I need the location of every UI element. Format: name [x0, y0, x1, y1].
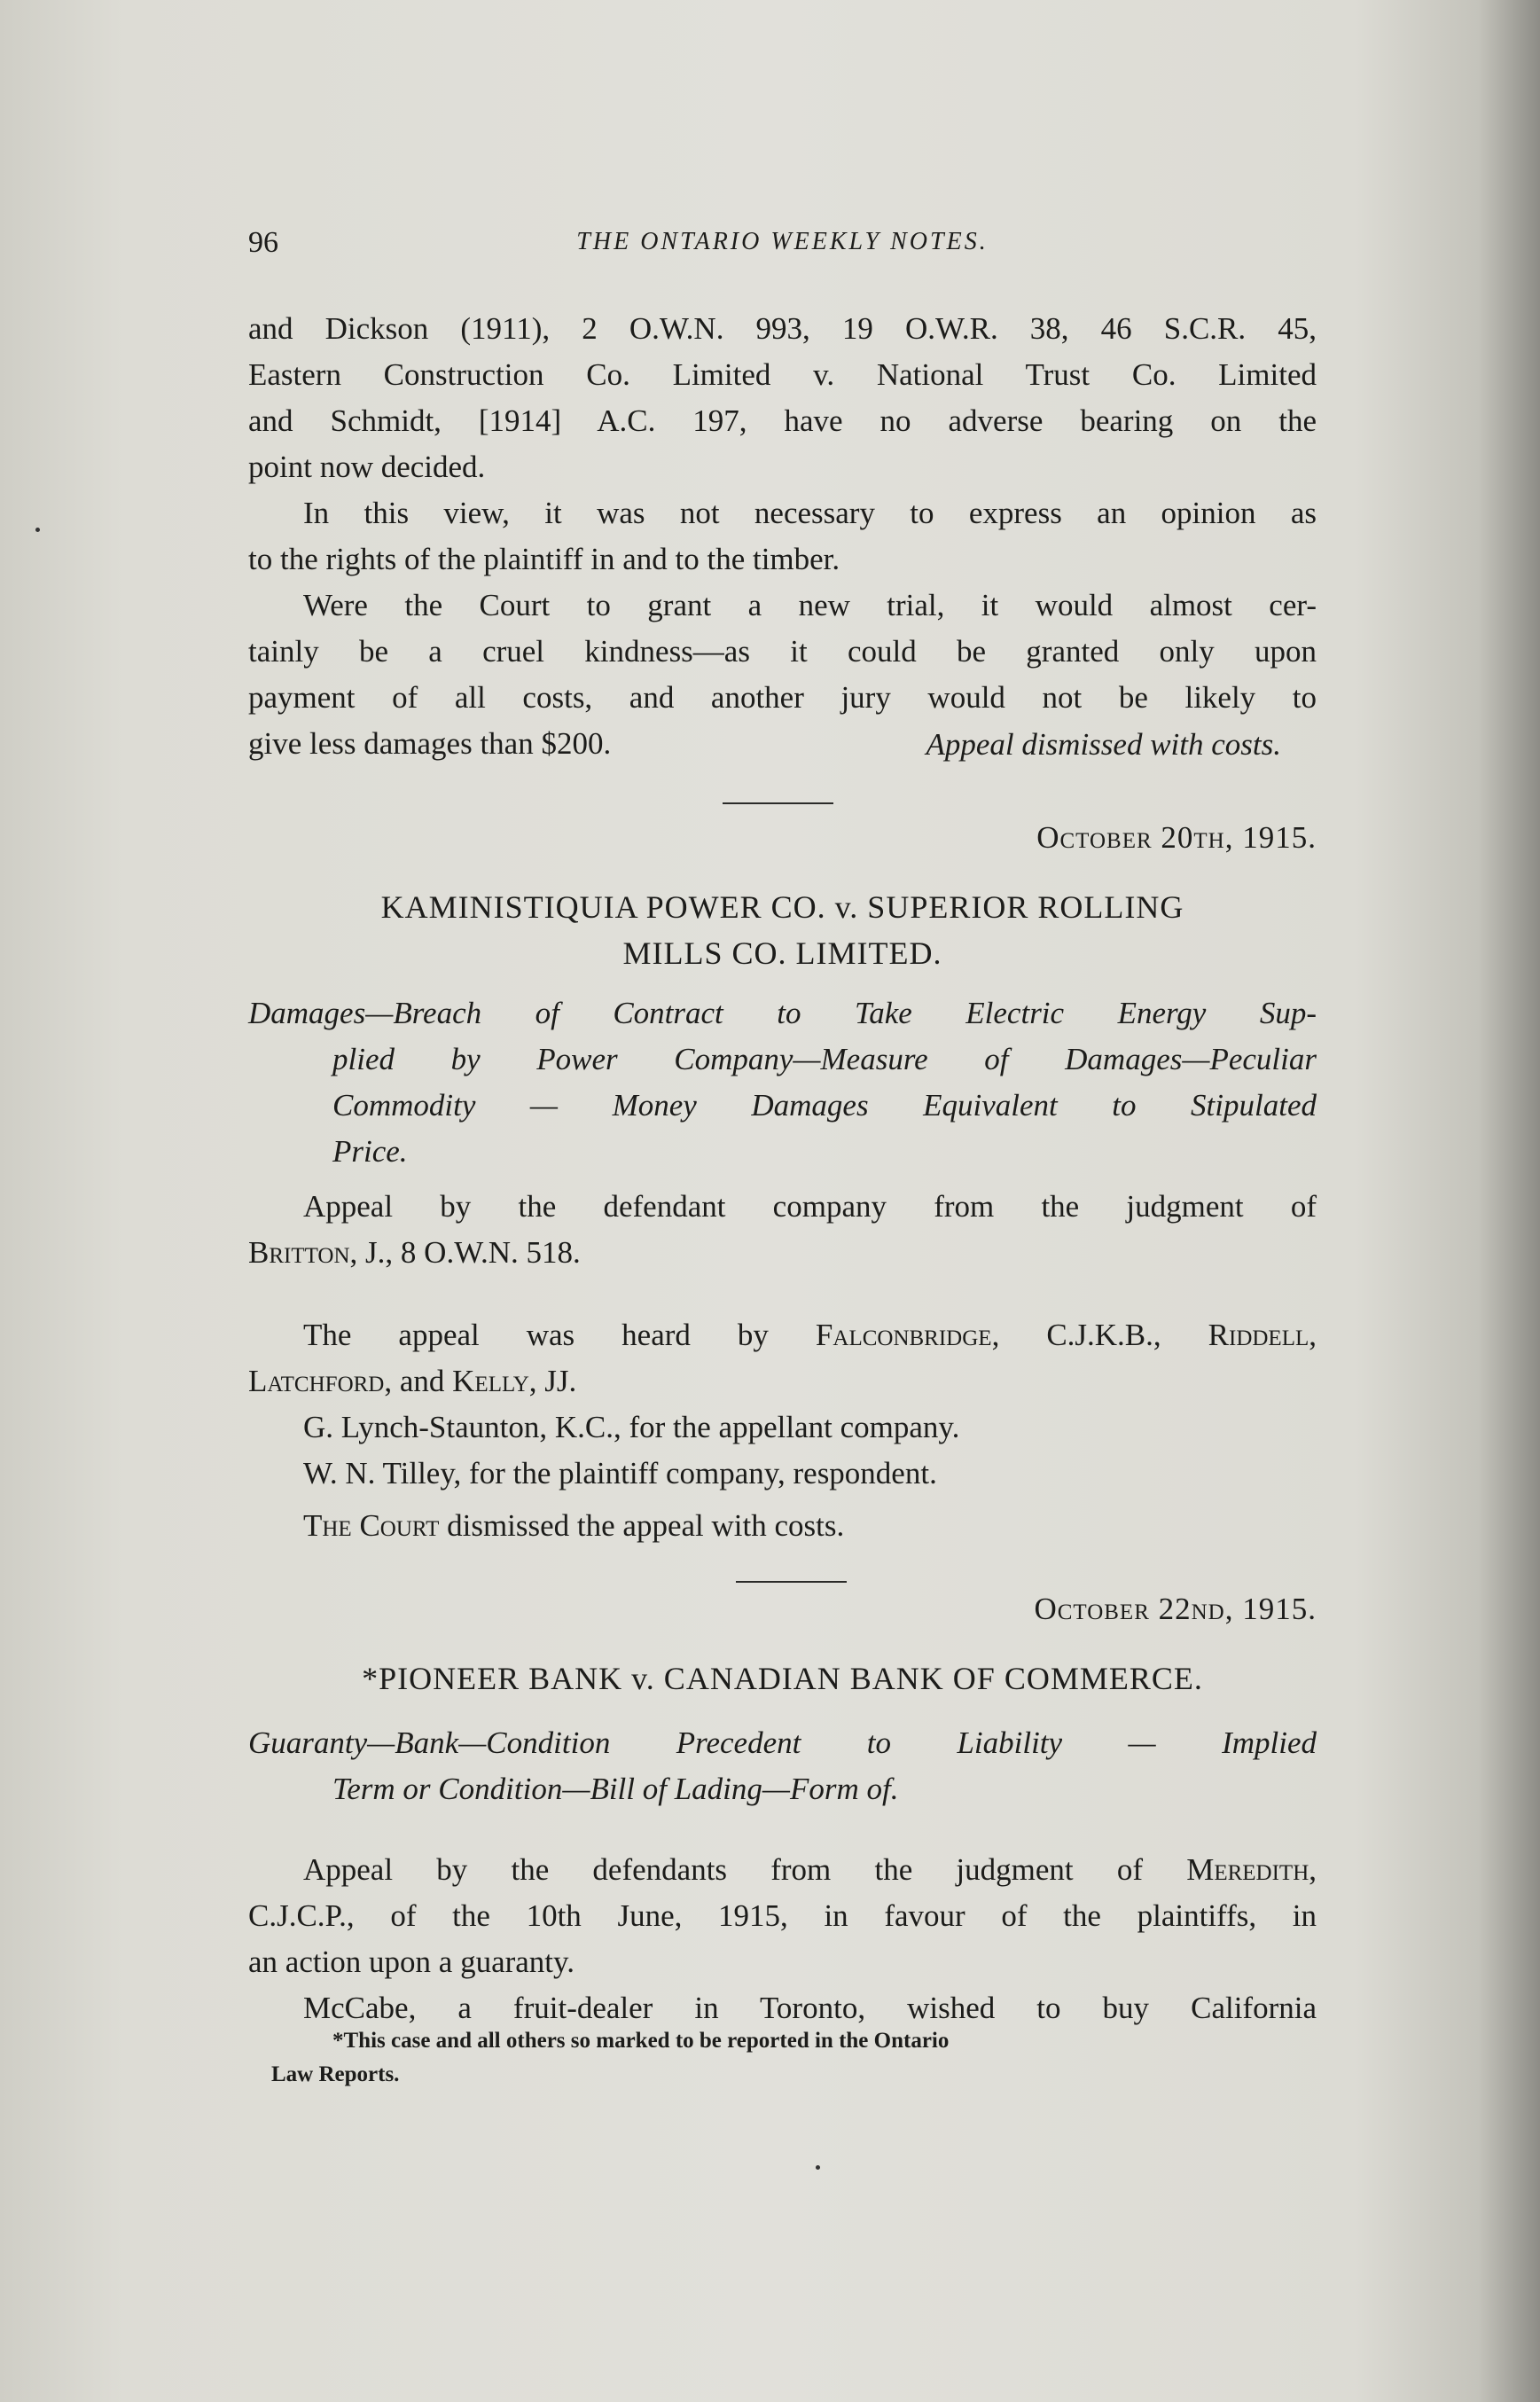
- counsel-line: W. N. Tilley, for the plaintiff company, respondent.: [303, 1456, 937, 1490]
- text-line: The appeal was heard by Falconbridge, C.J.K.B., Riddell,: [303, 1318, 1317, 1352]
- text-line: tainly be a cruel kindness—as it could be granted only upon: [248, 634, 1317, 669]
- text-line: Appeal by the defendants from the judgment of Meredith,: [303, 1852, 1317, 1887]
- counsel-line: G. Lynch-Staunton, K.C., for the appellant company.: [303, 1410, 960, 1444]
- case1-court-paragraph: [248, 1503, 1317, 1549]
- footnote-block: [248, 2024, 1317, 2104]
- print-speck: [816, 2165, 820, 2170]
- case2-title-block: [248, 1655, 1317, 1702]
- headnote-line: Guaranty—Bank—Condition Precedent to Liability — Implied: [248, 1725, 1317, 1760]
- case1-headnote: [248, 990, 1317, 1175]
- text-line: and Schmidt, [1914] A.C. 197, have no adverse bearing on the: [248, 403, 1317, 438]
- case1-heard-paragraph: [248, 1312, 1317, 1497]
- page-number: 96: [248, 226, 278, 259]
- case2-date-block: [248, 1592, 1317, 1638]
- text-line: Were the Court to grant a new trial, it would almost cer-: [303, 588, 1317, 622]
- case-title: KAMINISTIQUIA POWER CO. v. SUPERIOR ROLLING: [380, 889, 1184, 925]
- section-rule: [723, 802, 833, 804]
- footnote-line: *This case and all others so marked to be reported in the Ontario: [332, 2029, 950, 2053]
- text-line: an action upon a guaranty.: [248, 1944, 575, 1979]
- case1-title-block: [248, 884, 1317, 982]
- text-line: Britton, J., 8 O.W.N. 518.: [248, 1235, 581, 1270]
- judge-name: Falconbridge: [815, 1318, 992, 1352]
- headnote-line: Damages—Breach of Contract to Take Electric Energy Sup-: [248, 996, 1317, 1030]
- text-line: In this view, it was not necessary to express an opinion as: [303, 496, 1317, 530]
- section-rule: [736, 1581, 847, 1583]
- case-title: MILLS CO. LIMITED.: [622, 935, 942, 971]
- court-label: The Court: [303, 1508, 440, 1543]
- text-line: to the rights of the plaintiff in and to the timber.: [248, 542, 840, 576]
- case1-appeal-paragraph: [248, 1184, 1317, 1276]
- judge-name: Meredith: [1186, 1852, 1309, 1887]
- text-line: Eastern Construction Co. Limited v. National Trust Co. Limited: [248, 357, 1317, 392]
- case1-date-block: [248, 820, 1317, 866]
- case2-headnote: [248, 1720, 1317, 1812]
- footnote: [248, 2024, 1317, 2092]
- judge-name: Riddell: [1208, 1318, 1309, 1352]
- judge-name: Britton: [248, 1235, 350, 1270]
- text-line: Appeal by the defendant company from the judgment of: [303, 1189, 1317, 1224]
- text-line: and Dickson (1911), 2 O.W.N. 993, 19 O.W.R. 38, 46 S.C.R. 45,: [248, 311, 1317, 346]
- headnote-line: Commodity — Money Damages Equivalent to Stipulated: [332, 1088, 1317, 1123]
- headnote-line: Term or Condition—Bill of Lading—Form of.: [332, 1772, 899, 1806]
- text-line: give less damages than $200.: [248, 726, 612, 761]
- running-title: THE ONTARIO WEEKLY NOTES.: [576, 228, 989, 255]
- case-date: October 20th, 1915.: [1036, 820, 1317, 855]
- case-date: October 22nd, 1915.: [1034, 1592, 1317, 1626]
- disposition-block: [248, 727, 1317, 773]
- previous-case-text: [248, 306, 1317, 767]
- footnote-line: Law Reports.: [271, 2062, 400, 2086]
- running-head: [248, 226, 1317, 270]
- print-speck: [35, 528, 40, 532]
- text-line: Latchford, and Kelly, JJ.: [248, 1364, 577, 1398]
- disposition: Appeal dismissed with costs.: [926, 727, 1281, 762]
- judge-name: Latchford: [248, 1364, 385, 1398]
- text-line: McCabe, a fruit-dealer in Toronto, wished to buy California: [303, 1991, 1317, 2025]
- judge-name: Kelly: [452, 1364, 529, 1398]
- case2-appeal-paragraph: [248, 1847, 1317, 2031]
- text-line: The Court dismissed the appeal with costs.: [303, 1508, 845, 1543]
- text-line: payment of all costs, and another jury would not be likely to: [248, 680, 1317, 715]
- headnote-line: plied by Power Company—Measure of Damages—Peculiar: [332, 1042, 1317, 1076]
- headnote-line: Price.: [332, 1134, 408, 1169]
- text-line: point now decided.: [248, 450, 486, 484]
- case-title: *PIONEER BANK v. CANADIAN BANK OF COMMERCE.: [362, 1661, 1203, 1696]
- text-line: C.J.C.P., of the 10th June, 1915, in favour of the plaintiffs, in: [248, 1898, 1317, 1933]
